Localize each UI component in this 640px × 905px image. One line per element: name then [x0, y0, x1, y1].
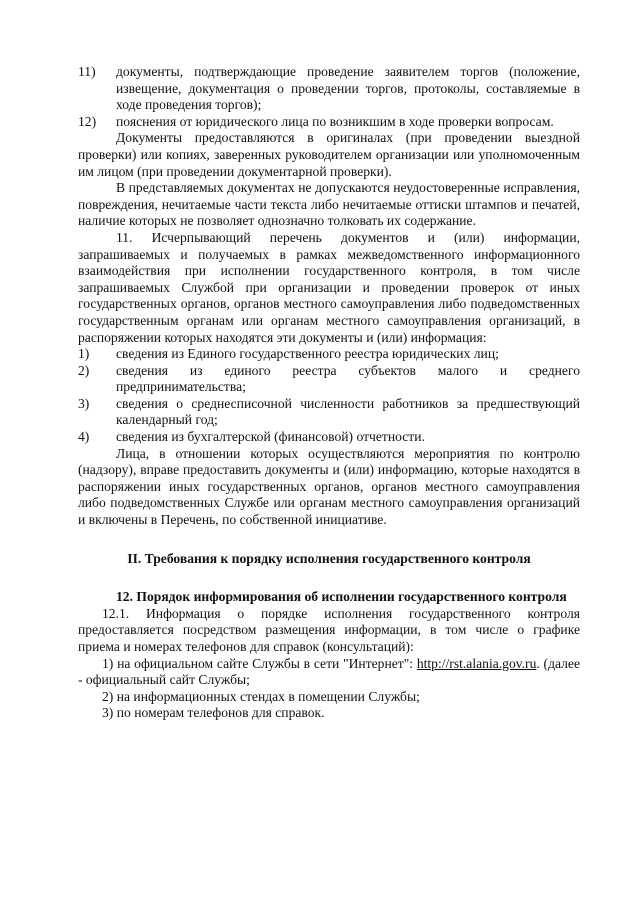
paragraph-originals: Документы предоставляются в оригиналах (при проведении выездной проверки) или копиях, заверенных руководителем организации или уполномоченным им лицом (при проведении документарной проверки).	[78, 130, 580, 179]
list-item	[78, 363, 580, 396]
list-item	[78, 346, 580, 363]
paragraph-persons: Лица, в отношении которых осуществляются мероприятия по контролю (надзору), вправе предоставить документы и (или) информацию, которые находятся в распоряжении иных государственных органов, органов местного самоуправления либо подведомственных Службе или органам местного самоуправления организаций и включены в Перечень, по собственной инициативе.	[78, 445, 580, 528]
list-item-text: сведения из Единого государственного реестра юридических лиц;	[116, 346, 499, 362]
list-item-text: пояснения от юридического лица по возникшим в ходе проверки вопросам.	[116, 113, 554, 129]
list-item-stands: 2) на информационных стендах в помещении Службы;	[102, 688, 420, 704]
list-item-text: сведения из бухгалтерской (финансовой) отчетности.	[116, 429, 425, 445]
list-item	[78, 396, 580, 429]
paragraph-not-allowed: В представляемых документах не допускаются неудостоверенные исправления, повреждения, нечитаемые части текста либо нечитаемые оттиски штампов и печатей, наличие которых не позволяет однозначно толковать их содержание.	[78, 180, 580, 229]
list-item-site	[78, 656, 580, 689]
list-item-text: документы, подтверждающие проведение заявителем торгов (положение, извещение, документация о проведении торгов, протоколы, составляемые в ходе проведения торгов);	[116, 64, 580, 113]
list-item-text: сведения из единого реестра субъектов малого и среднего предпринимательства;	[116, 362, 580, 395]
document-page	[78, 64, 580, 722]
list-item-number: 2)	[78, 362, 90, 378]
paragraph-11: 11. Исчерпывающий перечень документов и (или) информации, запрашиваемых и получаемых в рамках межведомственного информационного взаимодействия при исполнении государственного контроля, в том числе запрашиваемых Службой при организации и проведении проверок от иных государственных органов, органов местного самоуправления либо подведомственных государственным органам или органам местного самоуправления организаций, в распоряжении которых находятся эти документы и (или) информация:	[78, 229, 580, 345]
list-item-text: сведения о среднесписочной численности работников за предшествующий календарный год;	[116, 395, 580, 428]
list-item-phones: 3) по номерам телефонов для справок.	[102, 705, 325, 721]
list-item-number: 4)	[78, 429, 90, 445]
list-item	[78, 114, 580, 131]
list-item-number: 12)	[78, 113, 97, 129]
list-item-site-suffix: . (далее - официальный сайт Службы;	[78, 655, 581, 688]
list-item-number: 11)	[78, 64, 96, 79]
paragraph-12-1: 12.1. Информация о порядке исполнения государственного контроля предоставляется посредством размещения информации, в том числе о графике приема и номерах телефонов для справок (консультаций):	[78, 605, 580, 654]
list-item	[78, 64, 580, 114]
list-item-site-prefix: 1) на официальном сайте Службы в сети "Интернет":	[102, 655, 414, 671]
list-item	[78, 429, 580, 446]
subsection-heading: 12. Порядок информирования об исполнении государственного контроля	[116, 589, 567, 605]
section-heading: II. Требования к порядку исполнения государственного контроля	[127, 550, 531, 566]
list-item-number: 3)	[78, 395, 90, 411]
official-site-link[interactable]: http://rst.alania.gov.ru	[416, 655, 537, 671]
list-item-number: 1)	[78, 346, 90, 362]
